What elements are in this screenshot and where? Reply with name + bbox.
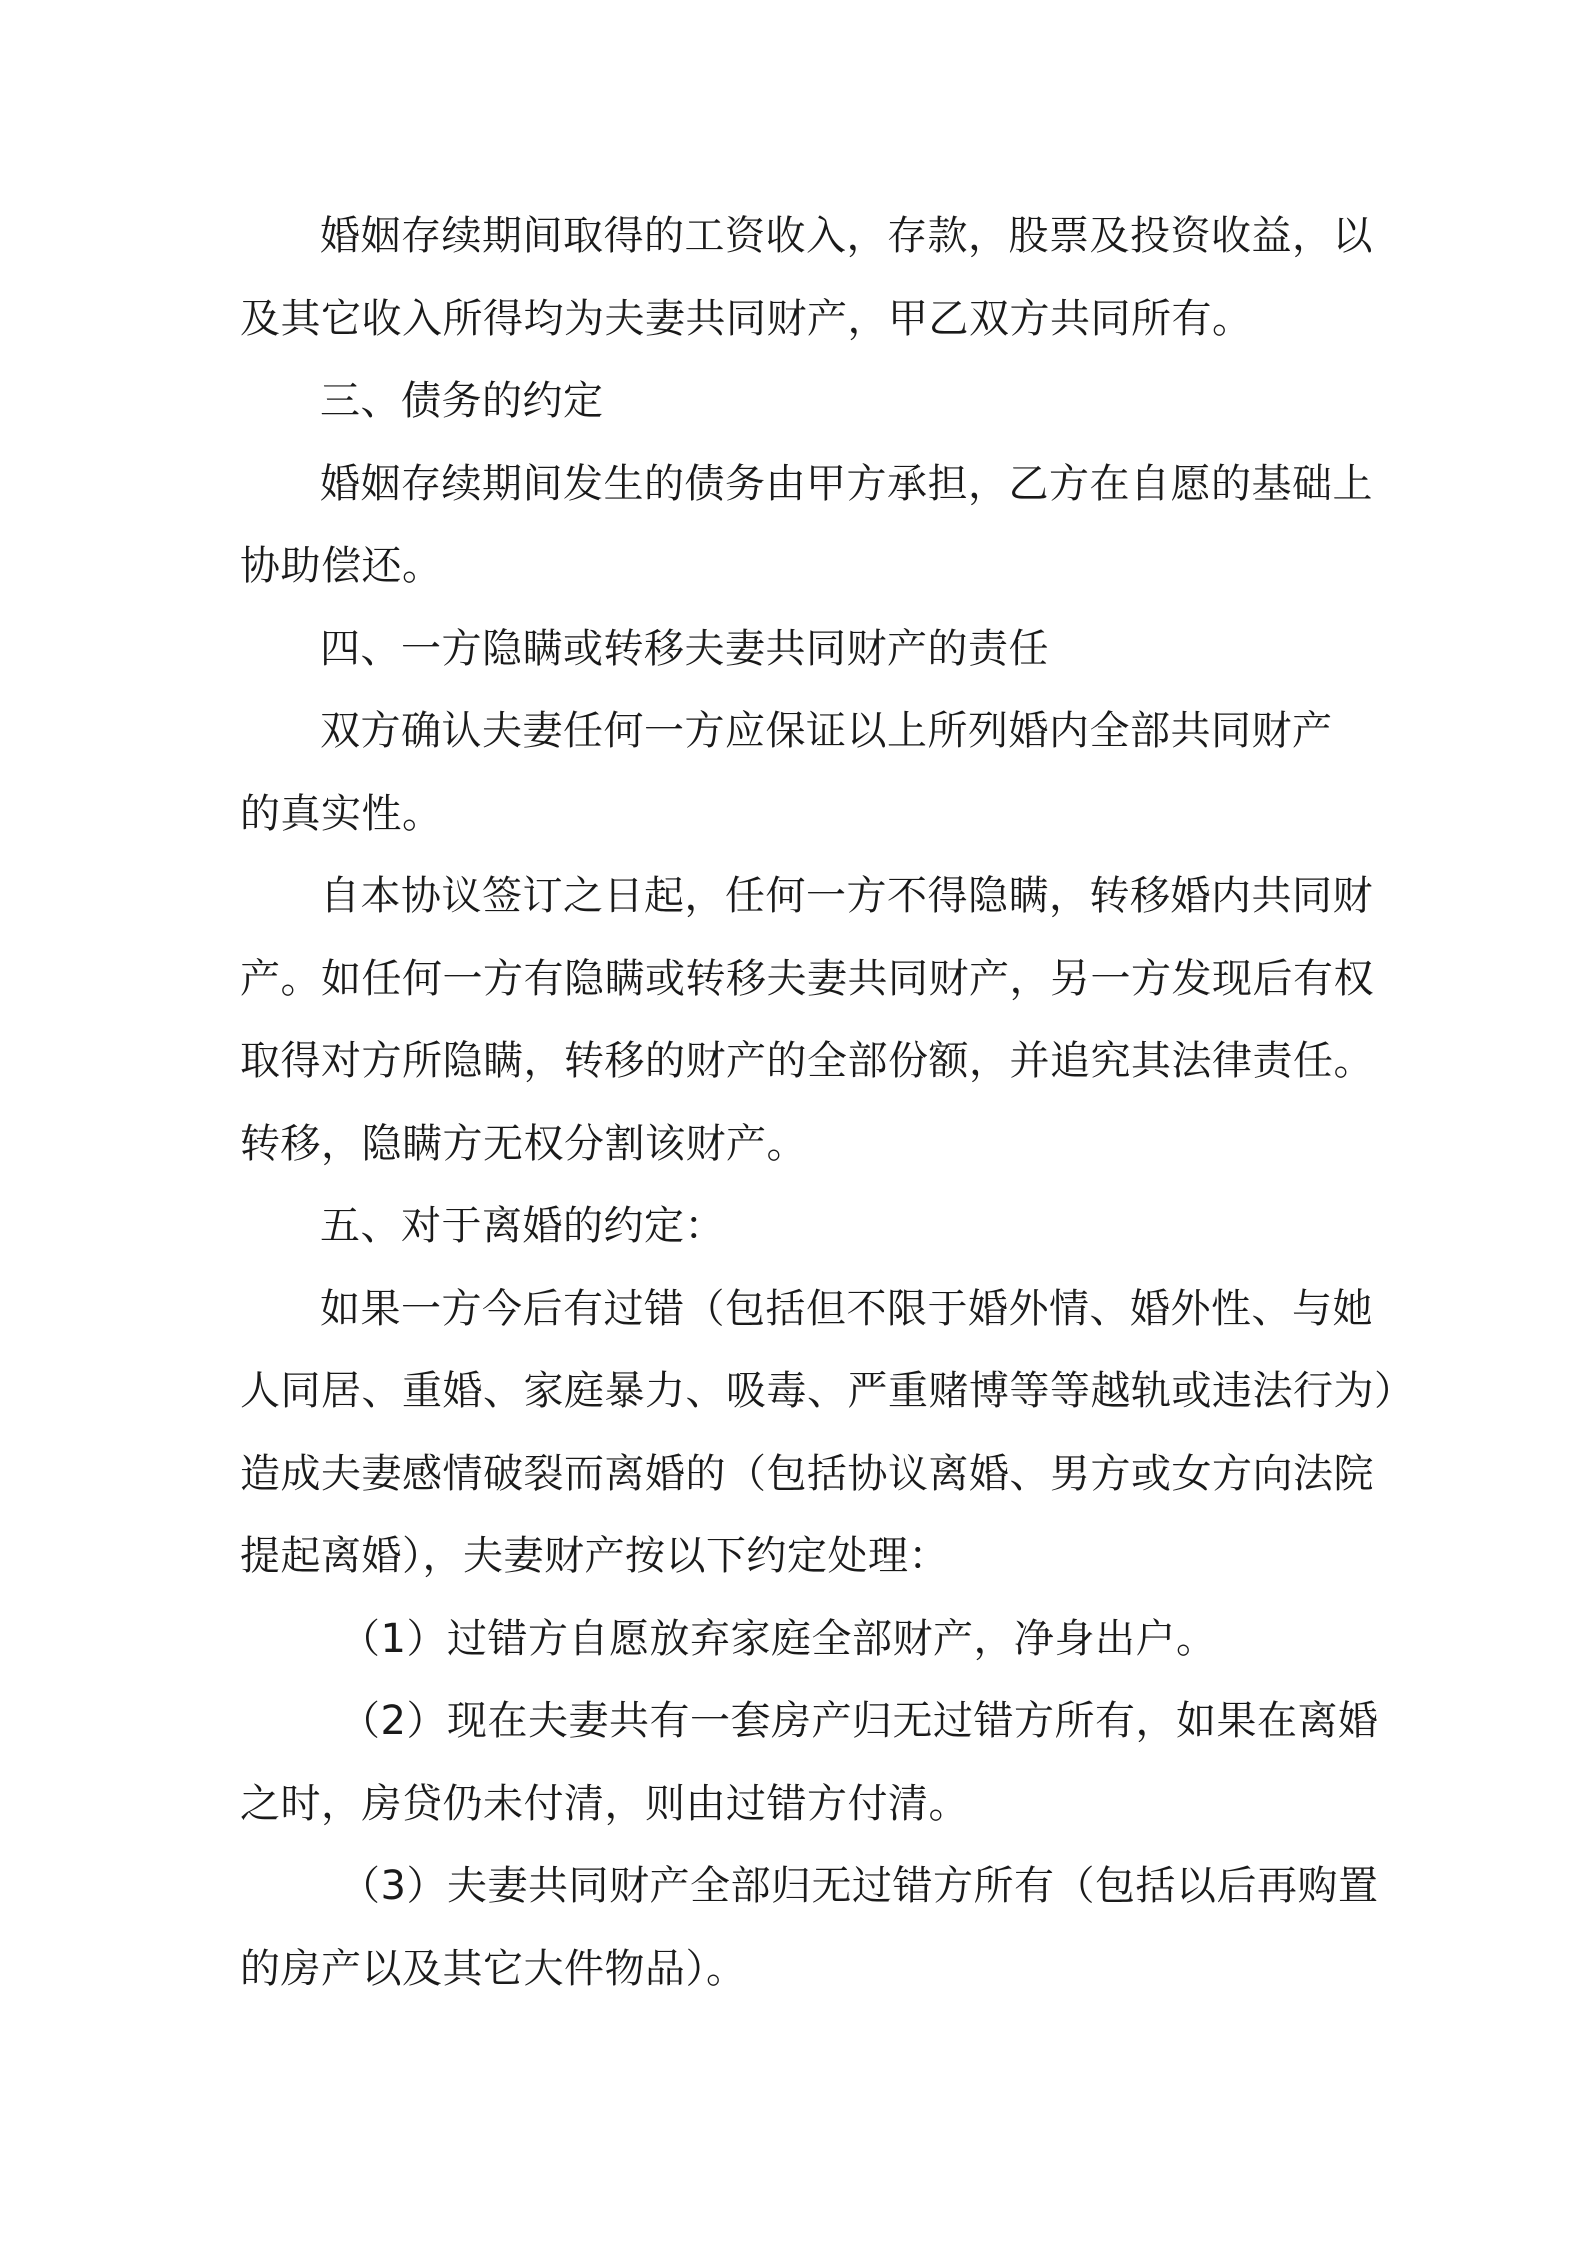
clause-3-line-2: 的房产以及其它大件物品）。 [240, 1945, 747, 1992]
paragraph-transfer-line-2: 产。如任何一方有隐瞒或转移夫妻共同财产，另一方发现后有权 [240, 955, 1374, 1002]
paragraph-fault-line-4: 提起离婚），夫妻财产按以下约定处理： [240, 1533, 949, 1579]
paragraph-debt-line-2: 协助偿还。 [240, 543, 443, 589]
paragraph-debt-line-1: 婚姻存续期间发生的债务由甲方承担，乙方在自愿的基础上 [320, 460, 1373, 507]
clause-3-line-1: （3）夫妻共同财产全部归无过错方所有（包括以后再购置 [340, 1863, 1379, 1909]
paragraph-fault-line-1: 如果一方今后有过错（包括但不限于婚外情、婚外性、与她 [320, 1285, 1373, 1332]
paragraph-fault-line-3: 造成夫妻感情破裂而离婚的（包括协议离婚、男方或女方向法院 [240, 1450, 1374, 1497]
paragraph-fault-line-2: 人同居、重婚、家庭暴力、吸毒、严重赌博等等越轨或违法行为） [240, 1368, 1415, 1414]
paragraph-transfer-line-1: 自本协议签订之日起，任何一方不得隐瞒，转移婚内共同财 [320, 873, 1373, 919]
paragraph-confirm-line-2: 的真实性。 [240, 790, 443, 837]
clause-2-line-1: （2）现在夫妻共有一套房产归无过错方所有，如果在离婚 [340, 1698, 1379, 1744]
clause-2-line-2: 之时，房贷仍未付清，则由过错方付清。 [240, 1780, 969, 1827]
paragraph-transfer-line-3: 取得对方所隐瞒，转移的财产的全部份额，并追究其法律责任。 [240, 1038, 1374, 1084]
section-heading-concealment: 四、一方隐瞒或转移夫妻共同财产的责任 [320, 625, 1049, 672]
clause-1: （1）过错方自愿放弃家庭全部财产，净身出户。 [340, 1615, 1217, 1662]
paragraph-income-line-2: 及其它收入所得均为夫妻共同财产，甲乙双方共同所有。 [240, 295, 1253, 342]
paragraph-income-line-1: 婚姻存续期间取得的工资收入，存款，股票及投资收益，以 [320, 213, 1373, 259]
paragraph-confirm-line-1: 双方确认夫妻任何一方应保证以上所列婚内全部共同财产 [320, 708, 1333, 754]
section-heading-debt: 三、债务的约定 [320, 378, 604, 424]
paragraph-transfer-line-4: 转移，隐瞒方无权分割该财产。 [240, 1120, 807, 1167]
document-body [240, 195, 1415, 2010]
section-heading-divorce: 五、对于离婚的约定： [320, 1203, 725, 1249]
